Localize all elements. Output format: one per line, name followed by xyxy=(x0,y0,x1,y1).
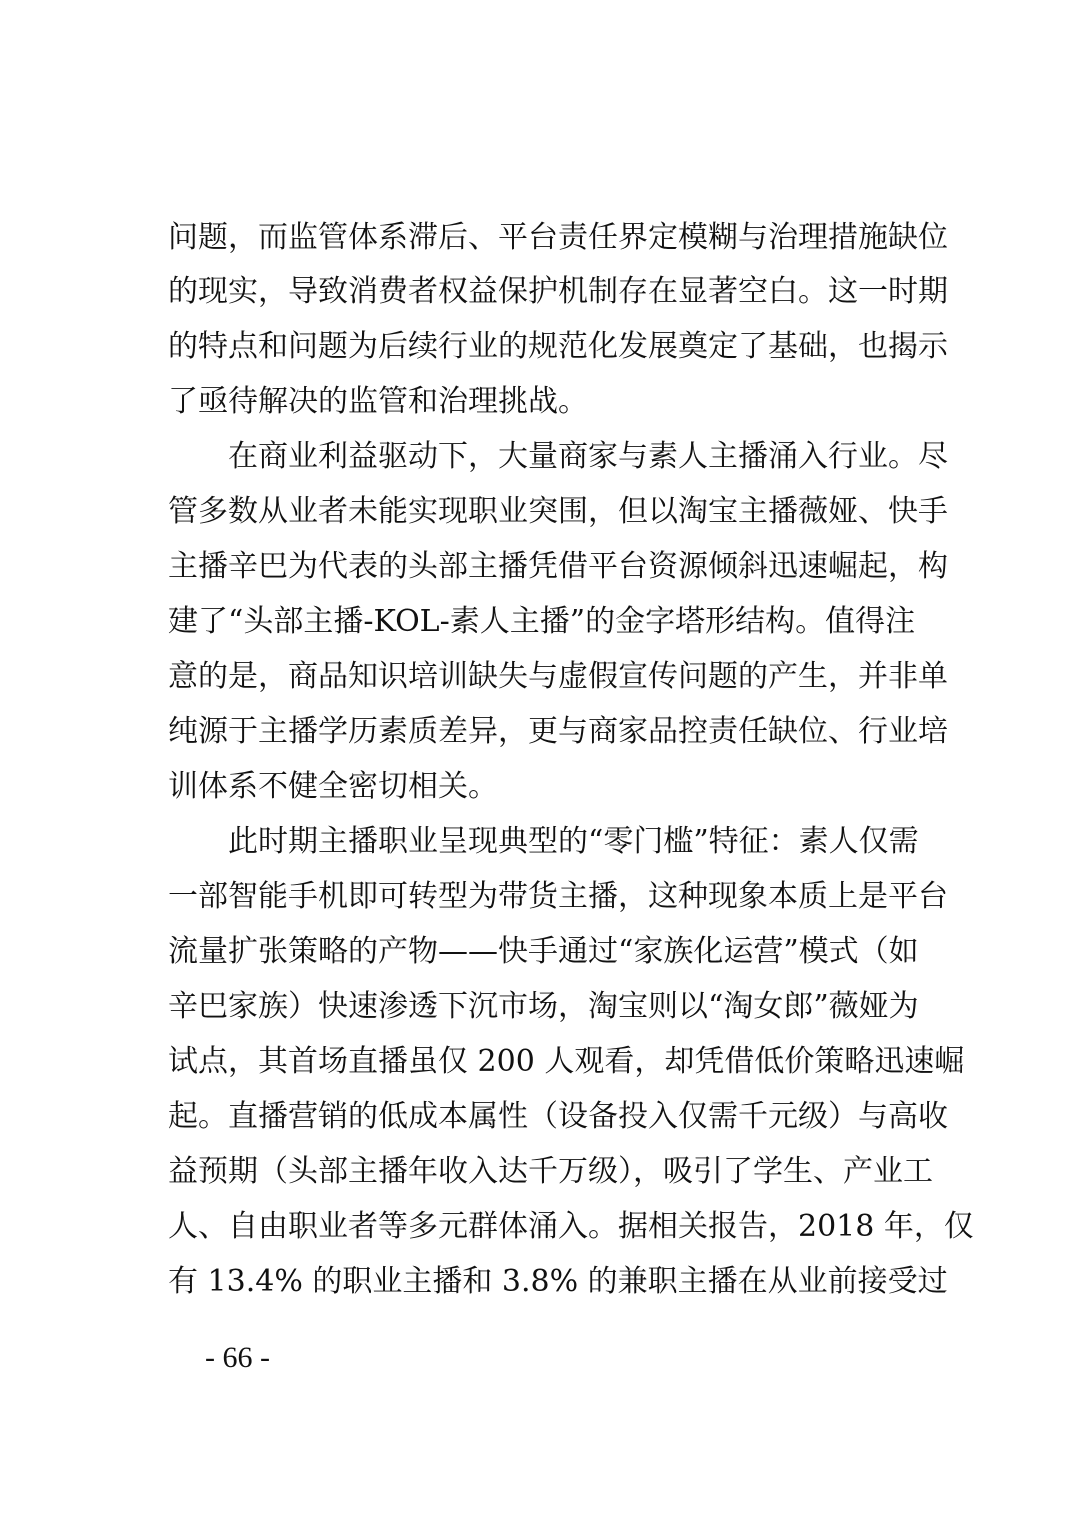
text-line: 训体系不健全密切相关。 xyxy=(168,769,498,804)
text-line: 益预期（头部主播年收入达千万级），吸引了学生、产业工 xyxy=(168,1154,933,1189)
text-line: 有 13.4% 的职业主播和 3.8% 的兼职主播在从业前接受过 xyxy=(168,1264,948,1299)
text-line: 辛巴家族）快速渗透下沉市场，淘宝则以“淘女郎”薇娅为 xyxy=(168,989,919,1024)
text-line: 问题，而监管体系滞后、平台责任界定模糊与治理措施缺位 xyxy=(168,220,948,255)
text-line: 一部智能手机即可转型为带货主播，这种现象本质上是平台 xyxy=(168,879,948,914)
text-line: 流量扩张策略的产物——快手通过“家族化运营”模式（如 xyxy=(168,934,919,969)
text-line: 主播辛巴为代表的头部主播凭借平台资源倾斜迅速崛起，构 xyxy=(168,549,948,584)
text-line: 管多数从业者未能实现职业突围，但以淘宝主播薇娅、快手 xyxy=(168,494,948,529)
text-line: 的特点和问题为后续行业的规范化发展奠定了基础，也揭示 xyxy=(168,329,948,364)
text-line: 试点，其首场直播虽仅 200 人观看，却凭借低价策略迅速崛 xyxy=(168,1044,965,1079)
text-line: 了亟待解决的监管和治理挑战。 xyxy=(168,384,588,419)
text-line: 此时期主播职业呈现典型的“零门槛”特征：素人仅需 xyxy=(168,824,919,859)
text-line: 在商业利益驱动下，大量商家与素人主播涌入行业。尽 xyxy=(168,439,948,474)
text-line: 建了“头部主播-KOL-素人主播”的金字塔形结构。值得注 xyxy=(168,604,916,639)
text-line: 起。直播营销的低成本属性（设备投入仅需千元级）与高收 xyxy=(168,1099,948,1134)
page-number: - 66 - xyxy=(205,1341,270,1374)
text-line: 意的是，商品知识培训缺失与虚假宣传问题的产生，并非单 xyxy=(168,659,948,694)
text-line: 纯源于主播学历素质差异，更与商家品控责任缺位、行业培 xyxy=(168,714,948,749)
text-line: 人、自由职业者等多元群体涌入。据相关报告，2018 年，仅 xyxy=(168,1209,974,1244)
text-line: 的现实，导致消费者权益保护机制存在显著空白。这一时期 xyxy=(168,274,948,309)
